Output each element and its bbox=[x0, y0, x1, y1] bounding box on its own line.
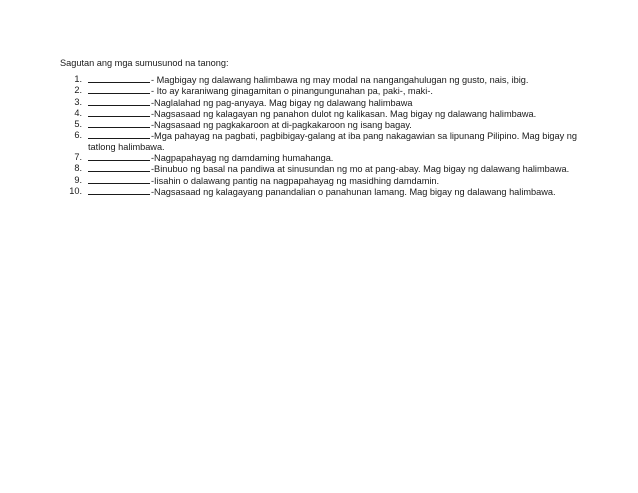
question-text: -Nagpapahayag ng damdaming humahanga. bbox=[151, 153, 334, 164]
question-number: 6. bbox=[74, 130, 82, 141]
answer-blank bbox=[88, 186, 150, 195]
answer-blank bbox=[88, 108, 150, 117]
question-item bbox=[60, 175, 580, 186]
question-item bbox=[60, 152, 580, 163]
question-number: 7. bbox=[74, 152, 82, 163]
answer-blank bbox=[88, 97, 150, 106]
question-number: 8. bbox=[74, 163, 82, 174]
question-item bbox=[60, 186, 580, 197]
question-item bbox=[60, 119, 580, 130]
question-number: 9. bbox=[74, 174, 82, 185]
question-text: - Magbigay ng dalawang halimbawa ng may modal na nangangahulugan ng gusto, nais, ibig. bbox=[151, 75, 529, 85]
question-list bbox=[60, 74, 580, 197]
question-text: -Naglalahad ng pag-anyaya. Mag bigay ng dalawang halimbawa bbox=[151, 97, 413, 108]
question-text: - Ito ay karaniwang ginagamitan o pinangungunahan pa, paki-, maki-. bbox=[151, 86, 433, 97]
question-text: -Iisahin o dalawang pantig na nagpapahayag ng masidhing damdamin. bbox=[151, 175, 440, 186]
question-text: -Nagsasaad ng kalagayan ng panahon dulot ng kalikasan. Mag bigay ng dalawang halimbawa. bbox=[151, 108, 537, 119]
answer-blank bbox=[88, 175, 150, 184]
question-item bbox=[60, 74, 580, 85]
question-item bbox=[60, 130, 580, 152]
question-text: -Nagsasaad ng pagkakaroon at di-pagkakaroon ng isang bagay. bbox=[151, 120, 412, 131]
answer-blank bbox=[88, 85, 150, 94]
question-item bbox=[60, 85, 580, 96]
question-number: 5. bbox=[74, 119, 82, 130]
answer-blank bbox=[88, 119, 150, 128]
answer-blank bbox=[88, 130, 150, 139]
instruction-text: Sagutan ang mga sumusunod na tanong: bbox=[60, 58, 229, 68]
answer-blank bbox=[88, 163, 150, 172]
question-item bbox=[60, 163, 580, 174]
answer-blank bbox=[88, 74, 150, 83]
question-number: 3. bbox=[74, 96, 82, 107]
question-text: -Binubuo ng basal na pandiwa at sinusundan ng mo at pang-abay. Mag bigay ng dalawang halimbawa. bbox=[151, 164, 570, 175]
question-number: 1. bbox=[74, 74, 82, 84]
question-text: -Nagsasaad ng kalagayang panandalian o panahunan lamang. Mag bigay ng dalawang halimbawa. bbox=[151, 186, 556, 197]
question-text: -Mga pahayag na pagbati, pagbibigay-galang at iba pang nakagawian sa lipunang Pilipino. Mag bigay ng tatlong halimbawa. bbox=[88, 131, 577, 152]
question-number: 2. bbox=[74, 85, 82, 96]
question-item bbox=[60, 108, 580, 119]
question-number: 4. bbox=[74, 107, 82, 118]
question-item bbox=[60, 97, 580, 108]
question-number: 10. bbox=[69, 185, 82, 196]
answer-blank bbox=[88, 152, 150, 161]
